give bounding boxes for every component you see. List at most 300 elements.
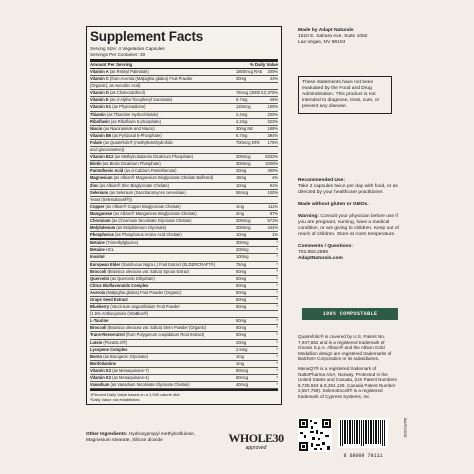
nutrient-name-bold: Folate (90, 139, 103, 145)
nutrient-source: (Sambucus Nigra L) Fruit Extract (ELDERCRAFT®) (120, 261, 216, 267)
supplement-facts-panel (86, 26, 282, 405)
nutrient-amount: 30mg NE (236, 125, 254, 131)
nutrient-amount: 50mg (236, 289, 247, 295)
nutrient-dv: * (276, 346, 278, 352)
nutrient-amount: 200mcg (236, 225, 251, 231)
nutrient-name-bold: Lutein (90, 339, 103, 345)
trademark-note-1: Quatrefolic® is covered by U.S. Patent No. 7,947,662 and is a registered trademark of Gnosis S.p.A. Albion® and the Albion Gold Medallion design are registered trademarks of Balchem Corporation or its subsidiaries. (298, 334, 392, 362)
nutrient-source: (as Thiamine Hydrochloride) (105, 111, 159, 117)
recommended-use-label: Recommended Use: (298, 178, 346, 183)
nutrient-amount: 2.4mg (236, 111, 248, 117)
nutrient-name-bold: Boron (90, 353, 103, 359)
nutrient-source: (as Molybdenum Glycinate) (115, 225, 167, 231)
nutrient-dv: 100% (267, 189, 278, 195)
servings-per-container: Servings Per Container: 30 (90, 52, 146, 57)
nutrient-name-bold: Trans-Resveratrol (90, 332, 125, 338)
nutrient-amount: 50mg (236, 297, 247, 302)
nutrient-source: (as Albion® Magnesium Bisglycinate Chelate Buffered) (112, 175, 214, 181)
footnote-dv: †Percent Daily Value based on a 2,000 calorie diet. (90, 392, 181, 398)
nutrient-name-bold: Vitamin A (90, 69, 109, 74)
nutrient-dv: 444% (267, 225, 278, 231)
nutrient-amount: 50mg (236, 332, 247, 338)
nutrient-name-bold: Phosphorus (90, 232, 114, 238)
nutrient-dv (260, 147, 278, 153)
nutrient-amount: 75mg (236, 261, 247, 267)
facts-row (90, 311, 278, 318)
facts-row (90, 183, 278, 190)
nutrient-dv: * (276, 332, 278, 338)
facts-footnotes (90, 389, 278, 402)
facts-row (90, 133, 278, 140)
nutrient-name-bold: L-Taurine (90, 318, 109, 324)
nutrient-amount: 4.2mg (236, 118, 248, 124)
facts-row (90, 382, 278, 389)
serving-size: Serving Size: 4 Vegetarian Capsules (90, 46, 165, 51)
nutrient-source: (as Quatrefolic® (methyltetrahydrofolic (102, 139, 174, 145)
nutrient-dv: 44% (269, 76, 278, 82)
nutrient-amount: 120mcg (236, 104, 251, 110)
nutrient-name (90, 76, 236, 82)
nutrient-name-bold: Vitamin K1 (90, 104, 112, 110)
nutrient-amount: 50mg (236, 275, 247, 281)
nutrient-source: (Brassica oleracea var. italica) Sprout Extract (106, 268, 190, 274)
nutrient-source: (as d-Alpha-Tocopheryl Succinate) (108, 97, 173, 103)
nutrient-name (90, 297, 236, 303)
nutrient-name-bold: Selenium (90, 189, 109, 195)
nutrient-name (90, 218, 236, 224)
nutrient-dv: * (276, 282, 278, 288)
nutrient-name (90, 311, 236, 317)
nutrient-dv: 200% (267, 69, 278, 74)
whole30-logo (228, 432, 284, 452)
nutrient-name (90, 290, 236, 296)
nutrient-dv: * (276, 360, 278, 366)
nutrient-dv: 45% (269, 97, 278, 103)
warning-label: Warning: (298, 214, 320, 219)
nutrient-name-bold: Manganese (90, 210, 113, 216)
facts-title: Supplement Facts (90, 29, 204, 44)
nutrient-amount: 6.7mg (236, 132, 248, 138)
nutrient-dv: * (276, 382, 278, 388)
facts-row (90, 140, 278, 147)
compostable-badge: 100% COMPOSTABLE (302, 308, 398, 320)
nutrient-dv: 87% (269, 210, 278, 216)
nutrient-name (90, 119, 236, 125)
nutrient-dv: * (276, 353, 278, 359)
nutrient-name-bold: Vitamin K2 (90, 367, 112, 373)
nutrient-name (90, 283, 236, 289)
facts-row (90, 190, 278, 197)
nutrient-name (90, 269, 236, 275)
lot-code: BARCODE (403, 418, 408, 438)
nutrient-name (90, 304, 236, 310)
facts-row (90, 368, 278, 375)
dv-header: % Daily Value (249, 62, 278, 67)
nutrient-source: Yeast (SelenoExcell®)) (90, 196, 133, 202)
nutrient-name (90, 190, 236, 196)
nutrient-amount: 300mg (236, 240, 249, 246)
facts-row (90, 304, 278, 311)
facts-row (90, 204, 278, 211)
nutrient-name (90, 69, 236, 75)
nutrient-amount: 50mg (236, 318, 247, 324)
made-without: Made without gluten or GMOs. (298, 202, 369, 207)
nutrient-source: (from Polygonum cuspidatum Root Extract) (124, 332, 205, 338)
nutrient-amount: 200mcg (236, 217, 251, 223)
nutrient-amount: 100mg (236, 254, 249, 260)
facts-row (90, 112, 278, 119)
nutrient-dv: 8333% (265, 154, 278, 160)
nutrient-name-bold: Pantothenic Acid (90, 168, 124, 174)
nutrient-dv: * (276, 318, 278, 324)
nutrient-name (90, 225, 236, 231)
nutrient-amount (236, 197, 260, 203)
facts-row (90, 211, 278, 218)
nutrient-dv: * (276, 247, 278, 253)
nutrient-amount: 2mg (236, 210, 244, 216)
nutrient-name (90, 347, 236, 353)
nutrient-amount: 10mg (236, 232, 247, 238)
comments-label: Comments / Questions: (298, 244, 353, 249)
nutrient-dv (260, 83, 278, 89)
nutrient-name-bold: Citrus Bioflavonoids Complex (90, 282, 149, 288)
nutrient-dv: * (276, 297, 278, 302)
facts-row (90, 119, 278, 126)
nutrient-name (90, 247, 236, 253)
nutrient-name-bold: Niacin (90, 125, 103, 131)
nutrient-name-bold: Grape Seed Extract (90, 297, 128, 302)
nutrient-name (90, 90, 236, 96)
nutrient-name (90, 240, 236, 246)
nutrient-dv: 375% (267, 90, 278, 96)
nutrient-amount: 40mg (236, 76, 247, 82)
nutrient-dv: 323% (267, 118, 278, 124)
nutrient-name-bold: Vitamin B12 (90, 154, 114, 160)
nutrient-name (90, 361, 236, 367)
nutrient-name-bold: Vitamin C (90, 76, 109, 82)
nutrient-name (90, 112, 236, 118)
nutrient-name (90, 340, 236, 346)
nutrient-amount: 700mcg DFE (236, 139, 260, 145)
nutrient-name (90, 332, 236, 338)
nutrient-name (90, 154, 236, 160)
nutrient-amount: 50mg (236, 282, 247, 288)
nutrient-amount (236, 147, 260, 153)
nutrient-dv: * (276, 375, 278, 381)
nutrient-source: (as Quercetin Dihydrate) (109, 275, 155, 281)
nutrient-name-bold: Vanadium (90, 382, 110, 388)
nutrient-dv: 571% (267, 217, 278, 223)
nutrient-dv: * (276, 261, 278, 267)
facts-row (90, 332, 278, 339)
qr-code-icon (298, 418, 332, 452)
nutrient-name (90, 204, 236, 210)
facts-row (90, 197, 278, 204)
nutrient-amount: 1mg (236, 203, 244, 209)
other-ingredients-text: Hydroxypropyl methylcellulose, Magnesium stearate, Silicon dioxide (86, 432, 196, 443)
nutrient-name (90, 104, 236, 110)
nutrient-name (90, 382, 236, 388)
nutrient-name-bold: Quercetin (90, 275, 110, 281)
nutrient-amount: 200mcg (236, 154, 251, 160)
nutrient-amount: 10mg (236, 182, 247, 188)
nutrient-amount: 20mg (236, 339, 247, 345)
nutrient-name-bold: Vitamin K2 (90, 375, 112, 381)
amount-header: Amount Per Serving (90, 62, 133, 67)
nutrient-source: HCL (104, 247, 115, 253)
nutrient-name-bold: Riboflavin (90, 118, 110, 124)
nutrient-source: acid glucosamine)) (90, 147, 125, 153)
nutrient-name-bold: Broccoli (90, 325, 107, 331)
facts-row (90, 76, 278, 83)
nutrient-dv: * (276, 254, 278, 260)
facts-row (90, 161, 278, 168)
nutrient-dv: * (276, 339, 278, 345)
nutrient-dv: 188% (267, 125, 278, 131)
nutrient-dv (260, 197, 278, 203)
nutrient-name (90, 254, 236, 260)
nutrient-dv: 394% (267, 132, 278, 138)
nutrient-name (90, 97, 236, 103)
other-ingredients-label: Other Ingredients: (86, 432, 128, 437)
facts-row (90, 340, 278, 347)
nutrient-dv: * (276, 275, 278, 281)
facts-row (90, 297, 278, 304)
nutrient-dv: * (276, 289, 278, 295)
nutrient-amount: 55mcg (236, 189, 249, 195)
nutrient-name-bold: Lycopene Complex (90, 346, 128, 352)
nutrient-dv (260, 311, 278, 317)
facts-row (90, 325, 278, 332)
nutrient-name-bold: Magnesium (90, 175, 113, 181)
facts-row (90, 218, 278, 225)
nutrient-name (90, 126, 236, 132)
nutrient-amount: 200mg (236, 247, 249, 253)
nutrient-amount: 50mg (236, 268, 247, 274)
nutrient-name (90, 183, 236, 189)
facts-row (90, 269, 278, 276)
comments-phone: 702.850.2599 (298, 250, 328, 255)
facts-row (90, 247, 278, 254)
nutrient-source: (Brassica oleracea var. italica) Stem Powder (Organic) (106, 325, 207, 331)
facts-row (90, 126, 278, 133)
nutrient-name-bold: Vitamin D (90, 90, 109, 96)
nutrient-amount: 50mg (236, 304, 247, 310)
facts-row (90, 104, 278, 111)
nutrient-name (90, 375, 236, 381)
nutrient-name-bold: Chromium (90, 217, 111, 223)
nutrient-name-bold: Inositol (90, 254, 105, 260)
nutrient-source: (as Borogenic Glycinate) (102, 353, 149, 359)
nutrient-source: (as Albion® Zinc Bisglycinate Chelate) (98, 182, 170, 188)
nutrient-name (90, 83, 236, 89)
nutrient-name (90, 211, 236, 217)
facts-row (90, 276, 278, 283)
nutrient-name-bold: Benfotiamine (90, 360, 116, 366)
fda-disclaimer: These statements have not been evaluated by the Food and Drug Administration. This product is not intended to diagnose, treat, cure, or prevent any disease. (298, 76, 392, 114)
made-by: Made by Adapt Naturals (298, 28, 354, 33)
nutrient-dv: 4% (272, 175, 278, 181)
barcode (338, 418, 388, 459)
nutrient-name (90, 325, 236, 331)
nutrient-amount: 300mcg (236, 161, 251, 167)
nutrient-name-bold: Vitamin B6 (90, 132, 112, 138)
nutrient-source: (as d-Calcium Pantothenate) (123, 168, 177, 174)
facts-row (90, 283, 278, 290)
nutrient-name (90, 354, 236, 360)
trademark-note-2: MenaQ7® is a registered trademark of NattoPharma ASA, Norway. Protected in the United States and Canada, (US Patent Numbers 8,728,553 & 8,354,129, Canada Patent Number 2,557,759). SelenoExcell® is a registered trademark of Cypress Systems, Inc. (298, 365, 397, 399)
nutrient-source: (Organic), as Ascorbic Acid) (90, 83, 141, 89)
facts-row (90, 225, 278, 232)
nutrient-name (90, 175, 236, 181)
nutrient-name-bold: Biotin (90, 161, 102, 167)
whole30-word: WHOLE30 (228, 431, 284, 445)
nutrient-source: (as Cholecalciferol) (108, 90, 145, 96)
nutrient-source: (as Biotin Dicalcium Phosphate) (101, 161, 161, 167)
nutrient-amount: 75mcg (3000 IU) (236, 90, 267, 96)
facts-row (90, 318, 278, 325)
nutrient-dv: 400% (267, 168, 278, 174)
facts-row (90, 90, 278, 97)
nutrient-source: (as Chromium Nicotinate Glycinate Chelate) (110, 217, 192, 223)
footnote-not-established: *Daily Value not established. (90, 397, 141, 403)
other-ingredients (86, 432, 198, 444)
nutrient-name-bold: Broccoli (90, 268, 107, 274)
nutrient-amount: 80mcg (236, 375, 249, 381)
nutrient-dv: * (276, 240, 278, 246)
facts-row (90, 232, 278, 240)
facts-row (90, 375, 278, 382)
nutrient-name-bold: European Elder (90, 261, 121, 267)
nutrient-name (90, 318, 236, 324)
nutrient-source: (as Phytonadione) (111, 104, 146, 110)
nutrient-source: (FloraGLO®) (102, 339, 128, 345)
nutrient-name-bold: Betaine (90, 247, 105, 253)
facts-row (90, 262, 278, 269)
facts-row (90, 290, 278, 297)
nutrient-source: (as Selenium (Saccharomyces cerevisiae) (108, 189, 186, 195)
nutrient-source: (Vaccinium angustifolium Fruit Powder (109, 304, 180, 310)
nutrient-name (90, 276, 236, 282)
nutrient-amount: 6.7mg (236, 97, 248, 103)
nutrient-amount: 1800mcg RAE (236, 69, 263, 74)
nutrient-name-bold: Vitamin E (90, 97, 109, 103)
nutrient-source: (as Menaquinone-7) (111, 367, 149, 373)
nutrient-amount: 18mg (236, 175, 247, 181)
nutrient-dv: * (276, 325, 278, 331)
facts-row (90, 97, 278, 104)
nutrient-name (90, 133, 236, 139)
nutrient-amount: 1mg (236, 360, 244, 366)
address-line-2: Las Vegas, NV 89104 (298, 40, 346, 45)
nutrient-name (90, 368, 236, 374)
nutrient-name-bold: Copper (90, 203, 105, 209)
nutrient-name (90, 161, 236, 167)
nutrient-name (90, 147, 236, 153)
nutrient-dv: 91% (269, 182, 278, 188)
nutrient-amount: 40mcg (236, 382, 249, 388)
facts-row (90, 154, 278, 161)
nutrient-name (90, 168, 236, 174)
nutrient-source: (1.5% Anthocyanins (VitaBlue®) (90, 311, 149, 317)
facts-row (90, 361, 278, 368)
facts-header (90, 62, 278, 69)
nutrient-source: (as Methylcobalamin Dicalcium Phosphate) (113, 154, 193, 160)
warning-text: Consult your physician before use if you are pregnant, nursing, have a medical condition, or are giving to children. Keep out of reach of children. Store at room temperature. (298, 214, 399, 237)
recommended-use-text: Take 2 capsules twice per day with food, or as directed by your healthcare practitioner. (298, 184, 398, 195)
nutrient-source: (as Albion® Copper Bisglycinate Chelate) (104, 203, 181, 209)
facts-row (90, 147, 278, 154)
facts-row (90, 69, 278, 76)
nutrient-dv: 1000% (265, 161, 278, 167)
nutrient-name-bold: Betaine (90, 240, 105, 246)
nutrient-amount (236, 311, 260, 317)
nutrient-name (90, 232, 236, 238)
nutrient-source: (as Pyridoxal 5-Phosphate) (111, 132, 162, 138)
comments-site: AdaptNaturals.com (298, 256, 343, 261)
nutrient-amount (236, 83, 260, 89)
warning (298, 214, 400, 238)
nutrient-dv: 111% (268, 203, 278, 209)
barcode-digits: 8 68009 79111 (343, 453, 383, 459)
usage-info (298, 178, 400, 262)
barcode-icon (338, 418, 388, 448)
nutrient-name-bold: Thiamin (90, 111, 106, 117)
facts-row (90, 354, 278, 361)
nutrient-dv: * (276, 304, 278, 310)
nutrient-dv: 175% (267, 139, 278, 145)
nutrient-amount: 80mcg (236, 367, 249, 373)
nutrient-amount: 20mg (236, 168, 247, 174)
nutrient-amount: 2.5mg (236, 346, 248, 352)
nutrient-name (90, 262, 236, 268)
nutrient-dv: 1% (272, 232, 278, 238)
nutrient-dv: 200% (267, 111, 278, 117)
nutrient-source: (as Riboflavin 5-phosphate) (109, 118, 161, 124)
facts-row (90, 240, 278, 247)
whole30-sub: approved (245, 445, 267, 451)
nutrient-source: (from Acerola (Malpighia glabra) Fruit Powder (108, 76, 193, 82)
nutrient-amount: 50mg (236, 325, 247, 331)
facts-rows (90, 69, 278, 389)
company-info (298, 28, 400, 46)
nutrient-dv: * (276, 268, 278, 274)
nutrient-source: (as Albion® Manganese Bisglycinate Chelate) (112, 210, 197, 216)
nutrient-dv: * (276, 367, 278, 373)
nutrient-source: (as Menaquinone-4) (111, 375, 149, 381)
facts-row (90, 175, 278, 182)
address-line-1: 1810 E. Sahara Ave, Suite 1052 (298, 34, 368, 39)
facts-row (90, 83, 278, 90)
nutrient-dv: 100% (267, 104, 278, 110)
nutrient-source: (as Retinyl Palmitate) (108, 69, 149, 74)
facts-row (90, 254, 278, 261)
nutrient-source: (as Phosphorus Amino Acid Chelate) (113, 232, 182, 238)
facts-row (90, 168, 278, 175)
nutrient-source: (Trimethylglycine) (104, 240, 139, 246)
facts-row (90, 347, 278, 354)
nutrient-name-bold: Molybdenum (90, 225, 116, 231)
nutrient-name-bold: Acerola (90, 289, 106, 295)
trademark-notes (298, 334, 400, 400)
nutrient-name-bold: Zinc (90, 182, 99, 188)
nutrient-source: (Malpighia glabra) Fruit Powder (Organic) (105, 289, 182, 295)
nutrient-source: (as Niacinamide and Niacin) (102, 125, 155, 131)
nutrient-name-bold: Blueberry (90, 304, 110, 310)
nutrient-amount: 1mg (236, 353, 244, 359)
nutrient-source: (as Vanadium Nicotinate Glycinate Chelate) (109, 382, 190, 388)
nutrient-name (90, 140, 236, 146)
